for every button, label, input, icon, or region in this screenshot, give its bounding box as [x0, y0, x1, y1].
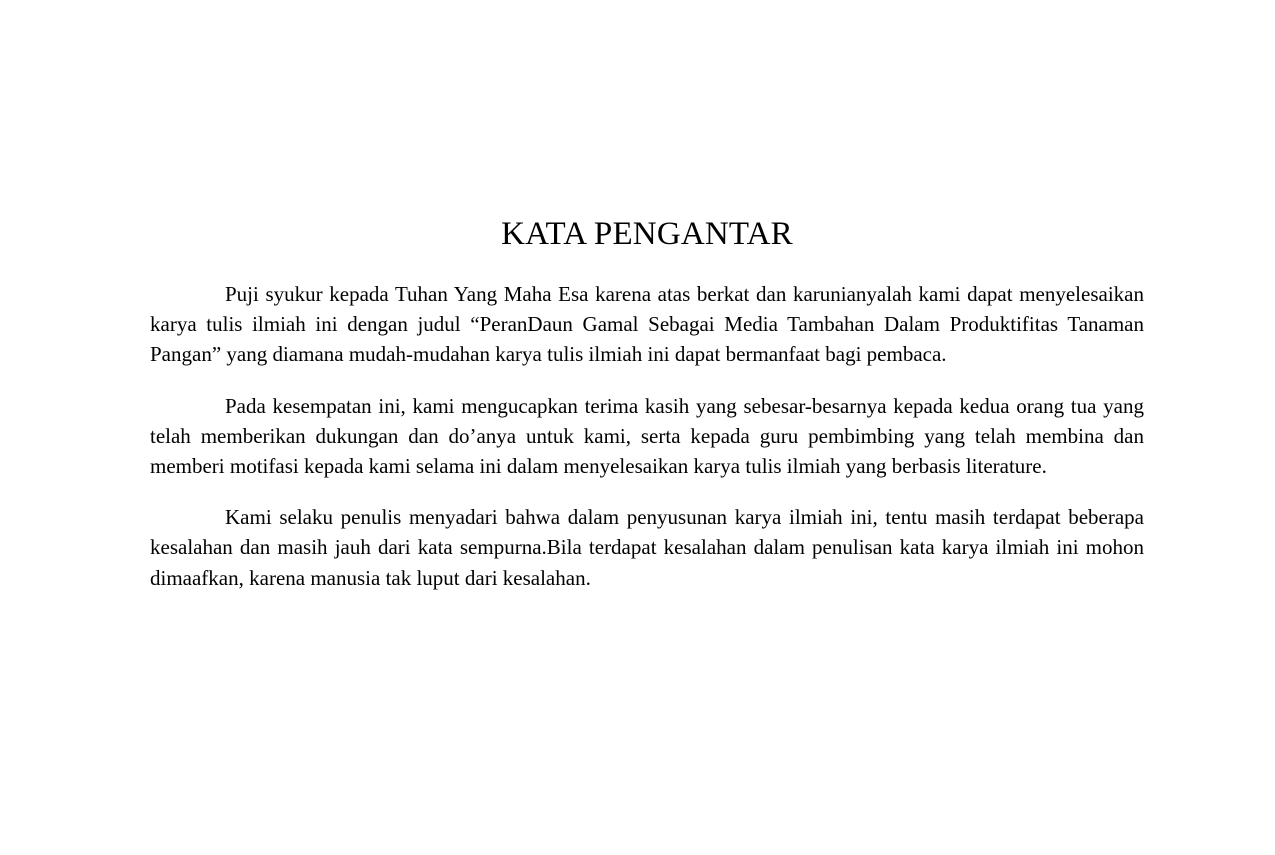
paragraph-apology: Kami selaku penulis menyadari bahwa dalam penyusunan karya ilmiah ini, tentu masih terdapat beberapa kesalahan dan masih jauh dari kata sempurna.Bila terdapat kesalahan dalam penulisan kata karya ilmiah ini mohon dimaafkan, karena manusia tak luput dari kesalahan.: [150, 505, 1144, 590]
document-body: [150, 214, 1144, 593]
paragraph-gratitude-to-god: Puji syukur kepada Tuhan Yang Maha Esa karena atas berkat dan karunianyalah kami dapat menyelesaikan karya tulis ilmiah ini dengan judul “PeranDaun Gamal Sebagai Media Tambahan Dalam Produktifitas Tanaman Pangan” yang diamana mudah-mudahan karya tulis ilmiah ini dapat bermanfaat bagi pembaca.: [150, 282, 1144, 367]
paragraph-thanks-parents-teachers: Pada kesempatan ini, kami mengucapkan terima kasih yang sebesar-besarnya kepada kedua orang tua yang telah memberikan dukungan dan do’anya untuk kami, serta kepada guru pembimbing yang telah membina dan memberi motifasi kepada kami selama ini dalam menyelesaikan karya tulis ilmiah yang berbasis literature.: [150, 393, 1144, 479]
page-title: KATA PENGANTAR: [501, 216, 793, 252]
